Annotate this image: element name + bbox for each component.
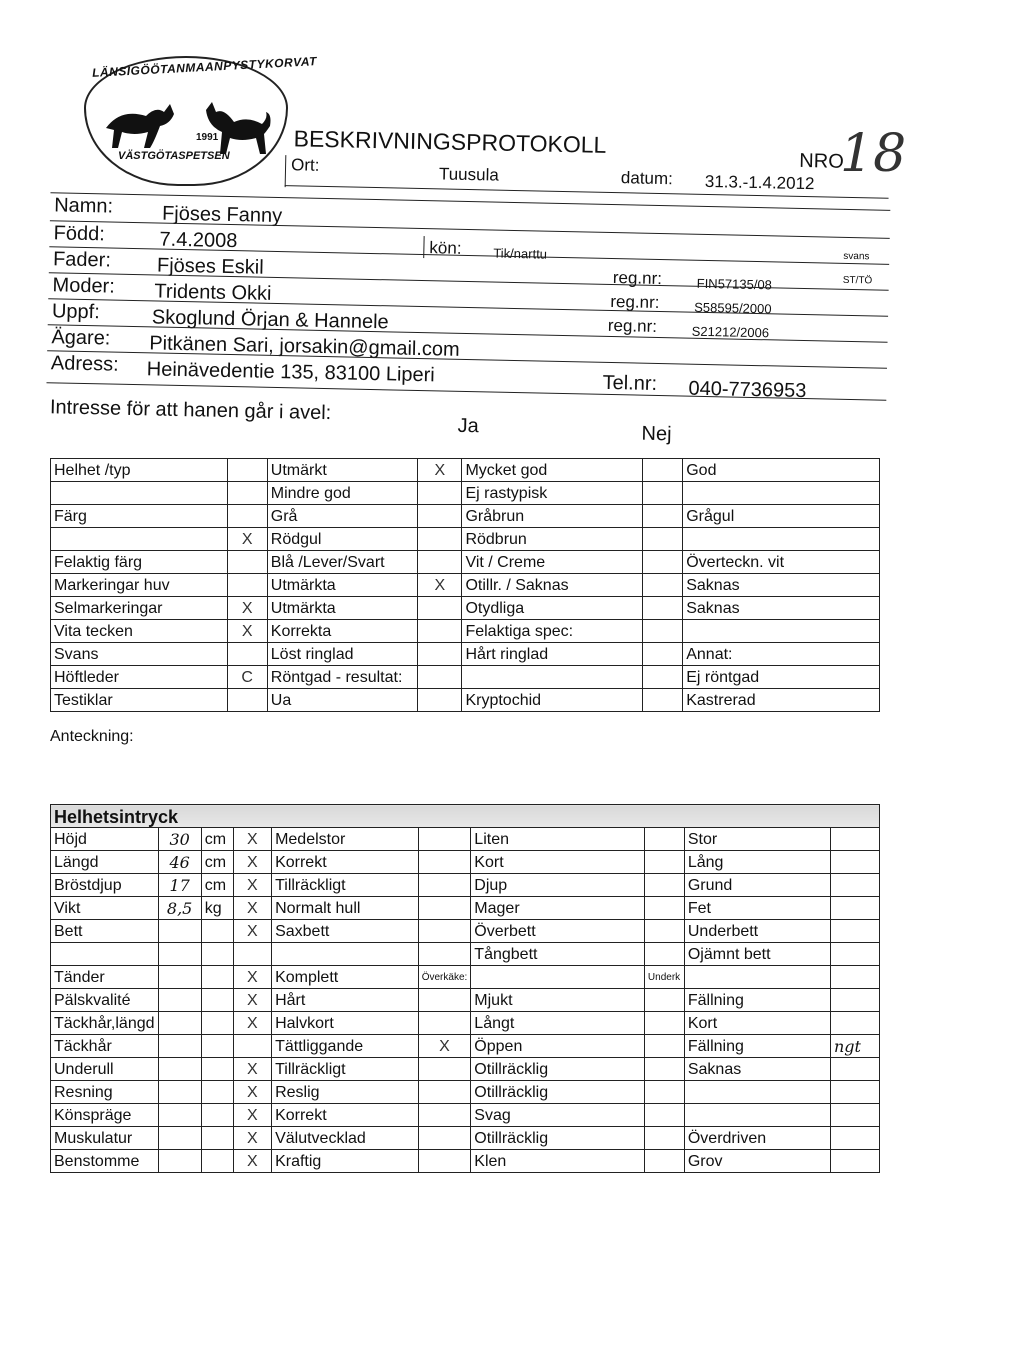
adress-value: Heinävedentie 135, 83100 Liperi bbox=[146, 358, 435, 387]
regnr-moder-label: reg.nr: bbox=[610, 291, 660, 313]
table-cell: Mjukt bbox=[471, 989, 645, 1012]
table-cell: Röntgad - resultat: bbox=[267, 666, 418, 689]
table-cell: Vikt bbox=[51, 897, 159, 920]
check-cell bbox=[643, 551, 683, 574]
table-cell bbox=[684, 1081, 830, 1104]
check-cell bbox=[644, 874, 684, 897]
check-cell bbox=[227, 689, 267, 712]
table-cell: Mycket god bbox=[462, 459, 643, 482]
note-cell bbox=[830, 897, 879, 920]
table-cell: Mindre god bbox=[267, 482, 418, 505]
table-cell: Otydliga bbox=[462, 597, 643, 620]
unit-label bbox=[201, 920, 233, 943]
check-cell bbox=[418, 505, 462, 528]
measurement-value: 17 bbox=[158, 874, 201, 897]
check-cell: X bbox=[233, 851, 272, 874]
regnr-moder: S58595/2000 bbox=[694, 299, 772, 317]
table-cell: Överteckn. vit bbox=[683, 551, 880, 574]
anteckning-label: Anteckning: bbox=[50, 728, 134, 745]
table-cell: Halvkort bbox=[272, 1012, 419, 1035]
check-cell bbox=[418, 689, 462, 712]
check-cell: X bbox=[233, 920, 272, 943]
table-cell: Löst ringlad bbox=[267, 643, 418, 666]
table-cell: Ojämnt bett bbox=[684, 943, 830, 966]
table-row bbox=[51, 851, 880, 874]
check-cell: X bbox=[233, 1058, 272, 1081]
table-row bbox=[51, 1104, 880, 1127]
check-cell bbox=[643, 620, 683, 643]
check-cell bbox=[644, 897, 684, 920]
table-cell: Kryptochid bbox=[462, 689, 643, 712]
measurement-value bbox=[158, 920, 201, 943]
measurement-value bbox=[158, 1012, 201, 1035]
table-cell: Tillräckligt bbox=[272, 1058, 419, 1081]
table-cell: Saknas bbox=[683, 597, 880, 620]
check-cell: X bbox=[227, 528, 267, 551]
table-cell: Ua bbox=[267, 689, 418, 712]
table-cell bbox=[683, 528, 880, 551]
table-cell: Hårt bbox=[272, 989, 419, 1012]
table-cell: Testiklar bbox=[51, 689, 228, 712]
table-cell: Underbett bbox=[684, 920, 830, 943]
table-cell: Färg bbox=[51, 505, 228, 528]
tel-label: Tel.nr: bbox=[602, 371, 658, 395]
table-cell: Långt bbox=[471, 1012, 645, 1035]
check-cell bbox=[227, 643, 267, 666]
note-cell bbox=[830, 1012, 879, 1035]
table-cell bbox=[51, 528, 228, 551]
table-cell: Svag bbox=[471, 1104, 645, 1127]
table-row bbox=[51, 620, 880, 643]
check-cell bbox=[418, 1081, 471, 1104]
table-cell: Grund bbox=[684, 874, 830, 897]
check-cell bbox=[418, 620, 462, 643]
table-cell: Vit / Creme bbox=[462, 551, 643, 574]
table-row bbox=[51, 989, 880, 1012]
check-cell bbox=[643, 482, 683, 505]
unit-label bbox=[201, 1058, 233, 1081]
table-row bbox=[51, 1127, 880, 1150]
check-cell bbox=[644, 828, 684, 851]
table-row bbox=[51, 1081, 880, 1104]
table-cell: Könspräge bbox=[51, 1104, 159, 1127]
check-cell bbox=[644, 1081, 684, 1104]
check-cell: X bbox=[233, 828, 272, 851]
check-cell bbox=[643, 574, 683, 597]
note-cell bbox=[830, 874, 879, 897]
table-cell: Mager bbox=[471, 897, 645, 920]
table-cell: Grov bbox=[684, 1150, 830, 1173]
note-cell bbox=[830, 920, 879, 943]
note-cell bbox=[830, 851, 879, 874]
unit-label: kg bbox=[201, 897, 233, 920]
measurement-value bbox=[158, 966, 201, 989]
form-title: BESKRIVNINGSPROTOKOLL bbox=[293, 125, 607, 158]
adress-label: Adress: bbox=[50, 352, 119, 376]
nro-handwritten: 18 bbox=[840, 124, 907, 184]
table-cell: Gråbrun bbox=[462, 505, 643, 528]
table-cell bbox=[462, 666, 643, 689]
table-cell: Korrekt bbox=[272, 1104, 419, 1127]
namn-label: Namn: bbox=[53, 194, 114, 218]
table-cell: Helhet /typ bbox=[51, 459, 228, 482]
namn-value: Fjöses Fanny bbox=[161, 202, 283, 228]
regnr-dog: S21212/2006 bbox=[691, 323, 770, 341]
fodd-label: Född: bbox=[53, 222, 106, 246]
table-cell bbox=[272, 943, 419, 966]
table-row bbox=[51, 1150, 880, 1173]
note-cell bbox=[830, 1127, 879, 1150]
check-cell bbox=[418, 528, 462, 551]
note-cell bbox=[830, 1150, 879, 1173]
table-row bbox=[51, 897, 880, 920]
check-cell bbox=[418, 666, 462, 689]
table-cell: Djup bbox=[471, 874, 645, 897]
table-cell: Höftleder bbox=[51, 666, 228, 689]
check-cell: X bbox=[227, 597, 267, 620]
datum-value: 31.3.-1.4.2012 bbox=[704, 171, 815, 194]
table-cell bbox=[471, 966, 645, 989]
table-row bbox=[51, 1035, 880, 1058]
check-cell: X bbox=[233, 966, 272, 989]
measurement-value bbox=[158, 1104, 201, 1127]
check-cell: X bbox=[233, 1150, 272, 1173]
table-cell: Hårt ringlad bbox=[462, 643, 643, 666]
table-cell: Svans bbox=[51, 643, 228, 666]
intresse-label: Intresse för att hanen går i avel: bbox=[49, 396, 332, 425]
table-cell: Markeringar huv bbox=[51, 574, 228, 597]
check-cell bbox=[643, 459, 683, 482]
table-cell: Ej röntgad bbox=[683, 666, 880, 689]
unit-label bbox=[201, 989, 233, 1012]
measurement-value bbox=[158, 1081, 201, 1104]
check-cell bbox=[418, 482, 462, 505]
table-cell: Välutvecklad bbox=[272, 1127, 419, 1150]
check-cell bbox=[643, 666, 683, 689]
check-cell: X bbox=[418, 459, 462, 482]
check-cell bbox=[643, 597, 683, 620]
table-cell: Fällning bbox=[684, 1035, 830, 1058]
table-cell: Klen bbox=[471, 1150, 645, 1173]
kon-value: Tik/narttu bbox=[493, 245, 548, 262]
table-row bbox=[51, 874, 880, 897]
table-row bbox=[51, 597, 880, 620]
table-cell bbox=[684, 966, 830, 989]
table-cell: Överkäke: bbox=[418, 966, 471, 989]
table-cell: Normalt hull bbox=[272, 897, 419, 920]
check-cell bbox=[643, 528, 683, 551]
table-cell: Bett bbox=[51, 920, 159, 943]
check-cell bbox=[644, 943, 684, 966]
check-cell bbox=[227, 482, 267, 505]
table-cell: Höjd bbox=[51, 828, 159, 851]
table-cell: Kastrerad bbox=[683, 689, 880, 712]
check-cell bbox=[418, 597, 462, 620]
table-cell: Utmärkta bbox=[267, 574, 418, 597]
table-row bbox=[51, 643, 880, 666]
helhetsintryck-table bbox=[50, 804, 880, 1173]
table-cell: Tänder bbox=[51, 966, 159, 989]
table-cell: Saxbett bbox=[272, 920, 419, 943]
measurement-value bbox=[158, 1058, 201, 1081]
check-cell bbox=[643, 689, 683, 712]
header-block bbox=[34, 120, 900, 446]
table-cell: God bbox=[683, 459, 880, 482]
nej-label: Nej bbox=[641, 422, 672, 446]
check-cell bbox=[418, 920, 471, 943]
table-cell bbox=[683, 620, 880, 643]
uppf-label: Uppf: bbox=[51, 300, 101, 324]
table-cell: Utmärkt bbox=[267, 459, 418, 482]
unit-label bbox=[201, 1081, 233, 1104]
note-cell bbox=[830, 1058, 879, 1081]
table-cell: Utmärkta bbox=[267, 597, 418, 620]
table-cell: Ej rastypisk bbox=[462, 482, 643, 505]
table-cell: Annat: bbox=[683, 643, 880, 666]
table-cell: Pälskvalité bbox=[51, 989, 159, 1012]
table-cell: Fällning bbox=[684, 989, 830, 1012]
check-cell bbox=[418, 943, 471, 966]
check-cell bbox=[418, 1104, 471, 1127]
fader-label: Fader: bbox=[52, 248, 112, 272]
unit-label bbox=[201, 1150, 233, 1173]
svans-label: svans bbox=[843, 250, 870, 263]
kon-label: kön: bbox=[429, 238, 462, 258]
check-cell bbox=[227, 574, 267, 597]
table-cell: Selmarkeringar bbox=[51, 597, 228, 620]
table-cell: Medelstor bbox=[272, 828, 419, 851]
table-cell: Vita tecken bbox=[51, 620, 228, 643]
table-cell: Underk bbox=[644, 966, 684, 989]
ort-label: Ort: bbox=[290, 155, 320, 175]
logo-top-text: LÄNSIGÖÖTANMAANPYSTYKORVAT bbox=[91, 54, 318, 80]
measurement-value bbox=[158, 1035, 201, 1058]
check-cell: X bbox=[418, 1035, 471, 1058]
check-cell bbox=[644, 1012, 684, 1035]
table-cell: Tättliggande bbox=[272, 1035, 419, 1058]
svans-value: ST/TÖ bbox=[842, 274, 873, 287]
table-cell: Reslig bbox=[272, 1081, 419, 1104]
unit-label: cm bbox=[201, 874, 233, 897]
check-cell bbox=[227, 459, 267, 482]
table-cell: Korrekta bbox=[267, 620, 418, 643]
table-row bbox=[51, 966, 880, 989]
check-cell: X bbox=[233, 1127, 272, 1150]
table-cell: Kort bbox=[684, 1012, 830, 1035]
table-cell: Saknas bbox=[684, 1058, 830, 1081]
table-cell: Överbett bbox=[471, 920, 645, 943]
check-cell bbox=[644, 1150, 684, 1173]
table-cell: Öppen bbox=[471, 1035, 645, 1058]
check-cell bbox=[644, 851, 684, 874]
table-cell bbox=[51, 482, 228, 505]
table-cell: Fet bbox=[684, 897, 830, 920]
check-cell bbox=[418, 551, 462, 574]
table-row bbox=[51, 1058, 880, 1081]
check-cell bbox=[418, 1058, 471, 1081]
ort-value: Tuusula bbox=[438, 164, 500, 185]
table-cell: Längd bbox=[51, 851, 159, 874]
measurement-value bbox=[158, 1150, 201, 1173]
measurement-value bbox=[158, 1127, 201, 1150]
table-cell bbox=[51, 943, 159, 966]
table-row bbox=[51, 574, 880, 597]
table-cell: Felaktig färg bbox=[51, 551, 228, 574]
table-cell bbox=[683, 482, 880, 505]
table-cell: Täckhår,längd bbox=[51, 1012, 159, 1035]
table-cell: Komplett bbox=[272, 966, 419, 989]
check-cell bbox=[418, 874, 471, 897]
table-cell: Tillräckligt bbox=[272, 874, 419, 897]
table-cell: Rödbrun bbox=[462, 528, 643, 551]
check-cell: X bbox=[233, 1104, 272, 1127]
table-row bbox=[51, 666, 880, 689]
logo-bottom-text: VÄSTGÖTASPETSEN bbox=[118, 150, 230, 162]
moder-label: Moder: bbox=[52, 274, 116, 298]
unit-label bbox=[201, 943, 233, 966]
table-cell: Otillräcklig bbox=[471, 1127, 645, 1150]
check-cell: X bbox=[233, 874, 272, 897]
table-cell: Resning bbox=[51, 1081, 159, 1104]
measurement-value: 46 bbox=[158, 851, 201, 874]
unit-label bbox=[201, 1012, 233, 1035]
table-cell: Rödgul bbox=[267, 528, 418, 551]
note-cell bbox=[830, 1104, 879, 1127]
uppf-value: Skoglund Örjan & Hannele bbox=[151, 306, 389, 334]
check-cell bbox=[644, 1035, 684, 1058]
table-cell: Felaktiga spec: bbox=[462, 620, 643, 643]
check-cell bbox=[418, 1012, 471, 1035]
note-cell bbox=[830, 1081, 879, 1104]
table-row bbox=[51, 528, 880, 551]
table-cell: Grå bbox=[267, 505, 418, 528]
check-cell bbox=[644, 989, 684, 1012]
unit-label bbox=[201, 1035, 233, 1058]
table-row bbox=[51, 1012, 880, 1035]
table-row bbox=[51, 551, 880, 574]
table-row bbox=[51, 828, 880, 851]
regnr-fader-label: reg.nr: bbox=[612, 268, 663, 289]
check-cell bbox=[233, 1035, 272, 1058]
table-cell: Underull bbox=[51, 1058, 159, 1081]
table-row bbox=[51, 920, 880, 943]
nro-label: NRO bbox=[799, 149, 844, 173]
check-cell bbox=[418, 897, 471, 920]
check-cell bbox=[418, 1127, 471, 1150]
table-cell: Otillräcklig bbox=[471, 1081, 645, 1104]
table-cell: Saknas bbox=[683, 574, 880, 597]
note-cell: ngt bbox=[830, 1035, 879, 1058]
table-cell: Överdriven bbox=[684, 1127, 830, 1150]
check-cell bbox=[227, 505, 267, 528]
table-cell: Otillr. / Saknas bbox=[462, 574, 643, 597]
fader-value: Fjöses Eskil bbox=[156, 254, 264, 279]
check-cell bbox=[644, 1104, 684, 1127]
measurement-value: 30 bbox=[158, 828, 201, 851]
table-cell: Stor bbox=[684, 828, 830, 851]
check-cell bbox=[418, 643, 462, 666]
check-cell bbox=[644, 1127, 684, 1150]
check-cell: X bbox=[233, 1081, 272, 1104]
table-row bbox=[51, 689, 880, 712]
regnr-fader: FIN57135/08 bbox=[696, 275, 773, 293]
check-cell bbox=[418, 1150, 471, 1173]
table-row bbox=[51, 482, 880, 505]
check-cell bbox=[227, 551, 267, 574]
table-cell: Muskulatur bbox=[51, 1127, 159, 1150]
moder-value: Tridents Okki bbox=[154, 280, 272, 305]
note-cell bbox=[830, 966, 879, 989]
helhetsintryck-title: Helhetsintryck bbox=[51, 805, 880, 828]
table-cell: Otillräcklig bbox=[471, 1058, 645, 1081]
table-cell: Grågul bbox=[683, 505, 880, 528]
table-cell: Tångbett bbox=[471, 943, 645, 966]
table-row bbox=[51, 943, 880, 966]
ja-label: Ja bbox=[457, 414, 480, 438]
agare-value: Pitkänen Sari, jorsakin@gmail.com bbox=[149, 332, 460, 361]
check-cell: X bbox=[233, 897, 272, 920]
table-cell: Korrekt bbox=[272, 851, 419, 874]
logo-year: 1991 bbox=[196, 132, 219, 143]
description-table bbox=[50, 458, 880, 712]
note-cell bbox=[830, 828, 879, 851]
check-cell bbox=[418, 828, 471, 851]
unit-label bbox=[201, 966, 233, 989]
check-cell bbox=[418, 989, 471, 1012]
check-cell bbox=[643, 505, 683, 528]
table-cell: Benstomme bbox=[51, 1150, 159, 1173]
table-cell: Kort bbox=[471, 851, 645, 874]
table-cell: Lång bbox=[684, 851, 830, 874]
table-cell bbox=[684, 1104, 830, 1127]
table-cell: Liten bbox=[471, 828, 645, 851]
unit-label bbox=[201, 1127, 233, 1150]
regnr-dog-label: reg.nr: bbox=[607, 315, 658, 336]
table-cell: Bröstdjup bbox=[51, 874, 159, 897]
note-cell bbox=[830, 943, 879, 966]
unit-label: cm bbox=[201, 851, 233, 874]
note-cell bbox=[830, 989, 879, 1012]
table-row bbox=[51, 505, 880, 528]
check-cell bbox=[643, 643, 683, 666]
check-cell: X bbox=[233, 989, 272, 1012]
tel-value: 040-7736953 bbox=[688, 377, 807, 403]
measurement-value: 8,5 bbox=[158, 897, 201, 920]
datum-label: datum: bbox=[620, 168, 674, 189]
agare-label: Ägare: bbox=[51, 326, 111, 350]
table-cell: Täckhår bbox=[51, 1035, 159, 1058]
table-cell: Blå /Lever/Svart bbox=[267, 551, 418, 574]
measurement-value bbox=[158, 989, 201, 1012]
check-cell bbox=[233, 943, 272, 966]
check-cell: C bbox=[227, 666, 267, 689]
fodd-value: 7.4.2008 bbox=[159, 228, 238, 253]
check-cell bbox=[418, 851, 471, 874]
check-cell: X bbox=[227, 620, 267, 643]
unit-label bbox=[201, 1104, 233, 1127]
check-cell: X bbox=[233, 1012, 272, 1035]
check-cell: X bbox=[418, 574, 462, 597]
table-row bbox=[51, 459, 880, 482]
check-cell bbox=[644, 1058, 684, 1081]
check-cell bbox=[644, 920, 684, 943]
measurement-value bbox=[158, 943, 201, 966]
table-cell: Kraftig bbox=[272, 1150, 419, 1173]
unit-label: cm bbox=[201, 828, 233, 851]
